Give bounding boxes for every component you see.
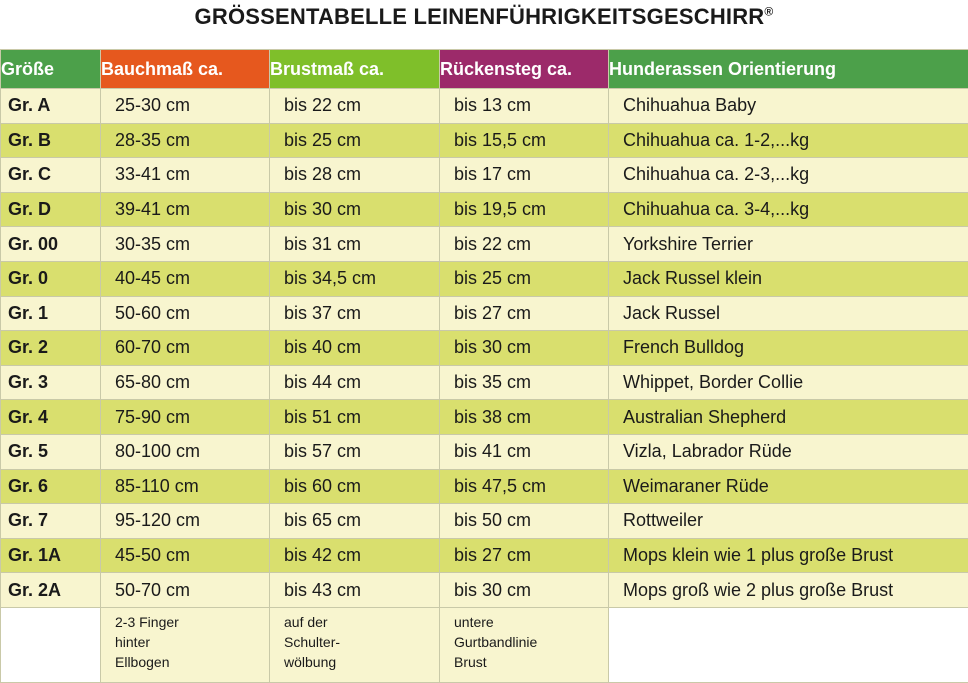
cell-chest: bis 34,5 cm — [270, 261, 440, 296]
cell-breed: Chihuahua ca. 3-4,...kg — [609, 192, 968, 227]
cell-back: bis 41 cm — [440, 434, 609, 469]
cell-size: Gr. B — [1, 123, 101, 158]
cell-belly: 95-120 cm — [101, 504, 270, 539]
cell-chest: bis 25 cm — [270, 123, 440, 158]
note-chest — [270, 607, 440, 682]
cell-back: bis 30 cm — [440, 331, 609, 366]
cell-breed: Vizla, Labrador Rüde — [609, 434, 968, 469]
cell-back: bis 13 cm — [440, 89, 609, 124]
cell-breed: Mops klein wie 1 plus große Brust — [609, 538, 968, 573]
cell-chest: bis 37 cm — [270, 296, 440, 331]
cell-back: bis 38 cm — [440, 400, 609, 435]
cell-breed: Chihuahua ca. 2-3,...kg — [609, 158, 968, 193]
note-belly — [101, 607, 270, 682]
cell-size: Gr. 4 — [1, 400, 101, 435]
cell-size: Gr. D — [1, 192, 101, 227]
cell-belly: 50-60 cm — [101, 296, 270, 331]
cell-chest: bis 57 cm — [270, 434, 440, 469]
table-row — [1, 331, 968, 366]
note-line: wölbung — [284, 652, 439, 672]
cell-breed: French Bulldog — [609, 331, 968, 366]
cell-chest: bis 40 cm — [270, 331, 440, 366]
cell-breed: Whippet, Border Collie — [609, 365, 968, 400]
table-row — [1, 573, 968, 608]
cell-breed: Chihuahua ca. 1-2,...kg — [609, 123, 968, 158]
cell-chest: bis 51 cm — [270, 400, 440, 435]
note-line: hinter — [115, 632, 269, 652]
table-row — [1, 296, 968, 331]
note-line: 2-3 Finger — [115, 612, 269, 632]
cell-size: Gr. 0 — [1, 261, 101, 296]
cell-back: bis 35 cm — [440, 365, 609, 400]
cell-size: Gr. 6 — [1, 469, 101, 504]
cell-breed: Jack Russel klein — [609, 261, 968, 296]
header-breed: Hunderassen Orientierung — [609, 50, 968, 89]
cell-size: Gr. 7 — [1, 504, 101, 539]
header-back: Rückensteg ca. — [440, 50, 609, 89]
cell-belly: 50-70 cm — [101, 573, 270, 608]
cell-breed: Weimaraner Rüde — [609, 469, 968, 504]
cell-back: bis 25 cm — [440, 261, 609, 296]
cell-chest: bis 22 cm — [270, 89, 440, 124]
cell-breed: Jack Russel — [609, 296, 968, 331]
cell-belly: 40-45 cm — [101, 261, 270, 296]
table-row — [1, 538, 968, 573]
header-size: Größe — [1, 50, 101, 89]
note-line: Schulter- — [284, 632, 439, 652]
table-row — [1, 365, 968, 400]
cell-chest: bis 28 cm — [270, 158, 440, 193]
cell-size: Gr. 3 — [1, 365, 101, 400]
table-row — [1, 400, 968, 435]
note-line: untere — [454, 612, 608, 632]
cell-belly: 60-70 cm — [101, 331, 270, 366]
header-chest: Brustmaß ca. — [270, 50, 440, 89]
header-row — [1, 50, 968, 89]
cell-size: Gr. 1 — [1, 296, 101, 331]
title-text: GRÖSSENTABELLE LEINENFÜHRIGKEITSGESCHIRR — [195, 4, 765, 29]
cell-size: Gr. 2A — [1, 573, 101, 608]
cell-back: bis 17 cm — [440, 158, 609, 193]
cell-breed: Chihuahua Baby — [609, 89, 968, 124]
cell-belly: 75-90 cm — [101, 400, 270, 435]
table-row — [1, 469, 968, 504]
cell-chest: bis 42 cm — [270, 538, 440, 573]
notes-blank-cell — [609, 607, 968, 682]
cell-belly: 28-35 cm — [101, 123, 270, 158]
table-row — [1, 123, 968, 158]
table-row — [1, 192, 968, 227]
cell-breed: Mops groß wie 2 plus große Brust — [609, 573, 968, 608]
cell-belly: 80-100 cm — [101, 434, 270, 469]
table-row — [1, 434, 968, 469]
table-row — [1, 504, 968, 539]
cell-chest: bis 43 cm — [270, 573, 440, 608]
cell-belly: 33-41 cm — [101, 158, 270, 193]
cell-size: Gr. A — [1, 89, 101, 124]
cell-belly: 39-41 cm — [101, 192, 270, 227]
cell-size: Gr. 5 — [1, 434, 101, 469]
cell-chest: bis 30 cm — [270, 192, 440, 227]
note-line: Brust — [454, 652, 608, 672]
note-line: auf der — [284, 612, 439, 632]
cell-breed: Australian Shepherd — [609, 400, 968, 435]
cell-size: Gr. 00 — [1, 227, 101, 262]
cell-back: bis 27 cm — [440, 538, 609, 573]
cell-belly: 85-110 cm — [101, 469, 270, 504]
cell-chest: bis 65 cm — [270, 504, 440, 539]
cell-chest: bis 44 cm — [270, 365, 440, 400]
cell-belly: 25-30 cm — [101, 89, 270, 124]
notes-blank-cell — [1, 607, 101, 682]
note-back — [440, 607, 609, 682]
table-row — [1, 227, 968, 262]
table-body — [1, 89, 968, 683]
cell-back: bis 22 cm — [440, 227, 609, 262]
note-line: Ellbogen — [115, 652, 269, 672]
cell-back: bis 50 cm — [440, 504, 609, 539]
cell-belly: 65-80 cm — [101, 365, 270, 400]
cell-back: bis 47,5 cm — [440, 469, 609, 504]
cell-size: Gr. 2 — [1, 331, 101, 366]
cell-size: Gr. C — [1, 158, 101, 193]
cell-back: bis 15,5 cm — [440, 123, 609, 158]
cell-belly: 45-50 cm — [101, 538, 270, 573]
table-row — [1, 158, 968, 193]
page-title — [0, 0, 968, 38]
size-table — [0, 49, 968, 683]
cell-breed: Yorkshire Terrier — [609, 227, 968, 262]
cell-back: bis 27 cm — [440, 296, 609, 331]
cell-chest: bis 31 cm — [270, 227, 440, 262]
cell-chest: bis 60 cm — [270, 469, 440, 504]
cell-belly: 30-35 cm — [101, 227, 270, 262]
notes-row — [1, 607, 968, 682]
note-line: Gurtbandlinie — [454, 632, 608, 652]
cell-back: bis 30 cm — [440, 573, 609, 608]
registered-mark: ® — [764, 5, 773, 19]
table-row — [1, 261, 968, 296]
cell-breed: Rottweiler — [609, 504, 968, 539]
table-row — [1, 89, 968, 124]
header-belly: Bauchmaß ca. — [101, 50, 270, 89]
cell-size: Gr. 1A — [1, 538, 101, 573]
cell-back: bis 19,5 cm — [440, 192, 609, 227]
